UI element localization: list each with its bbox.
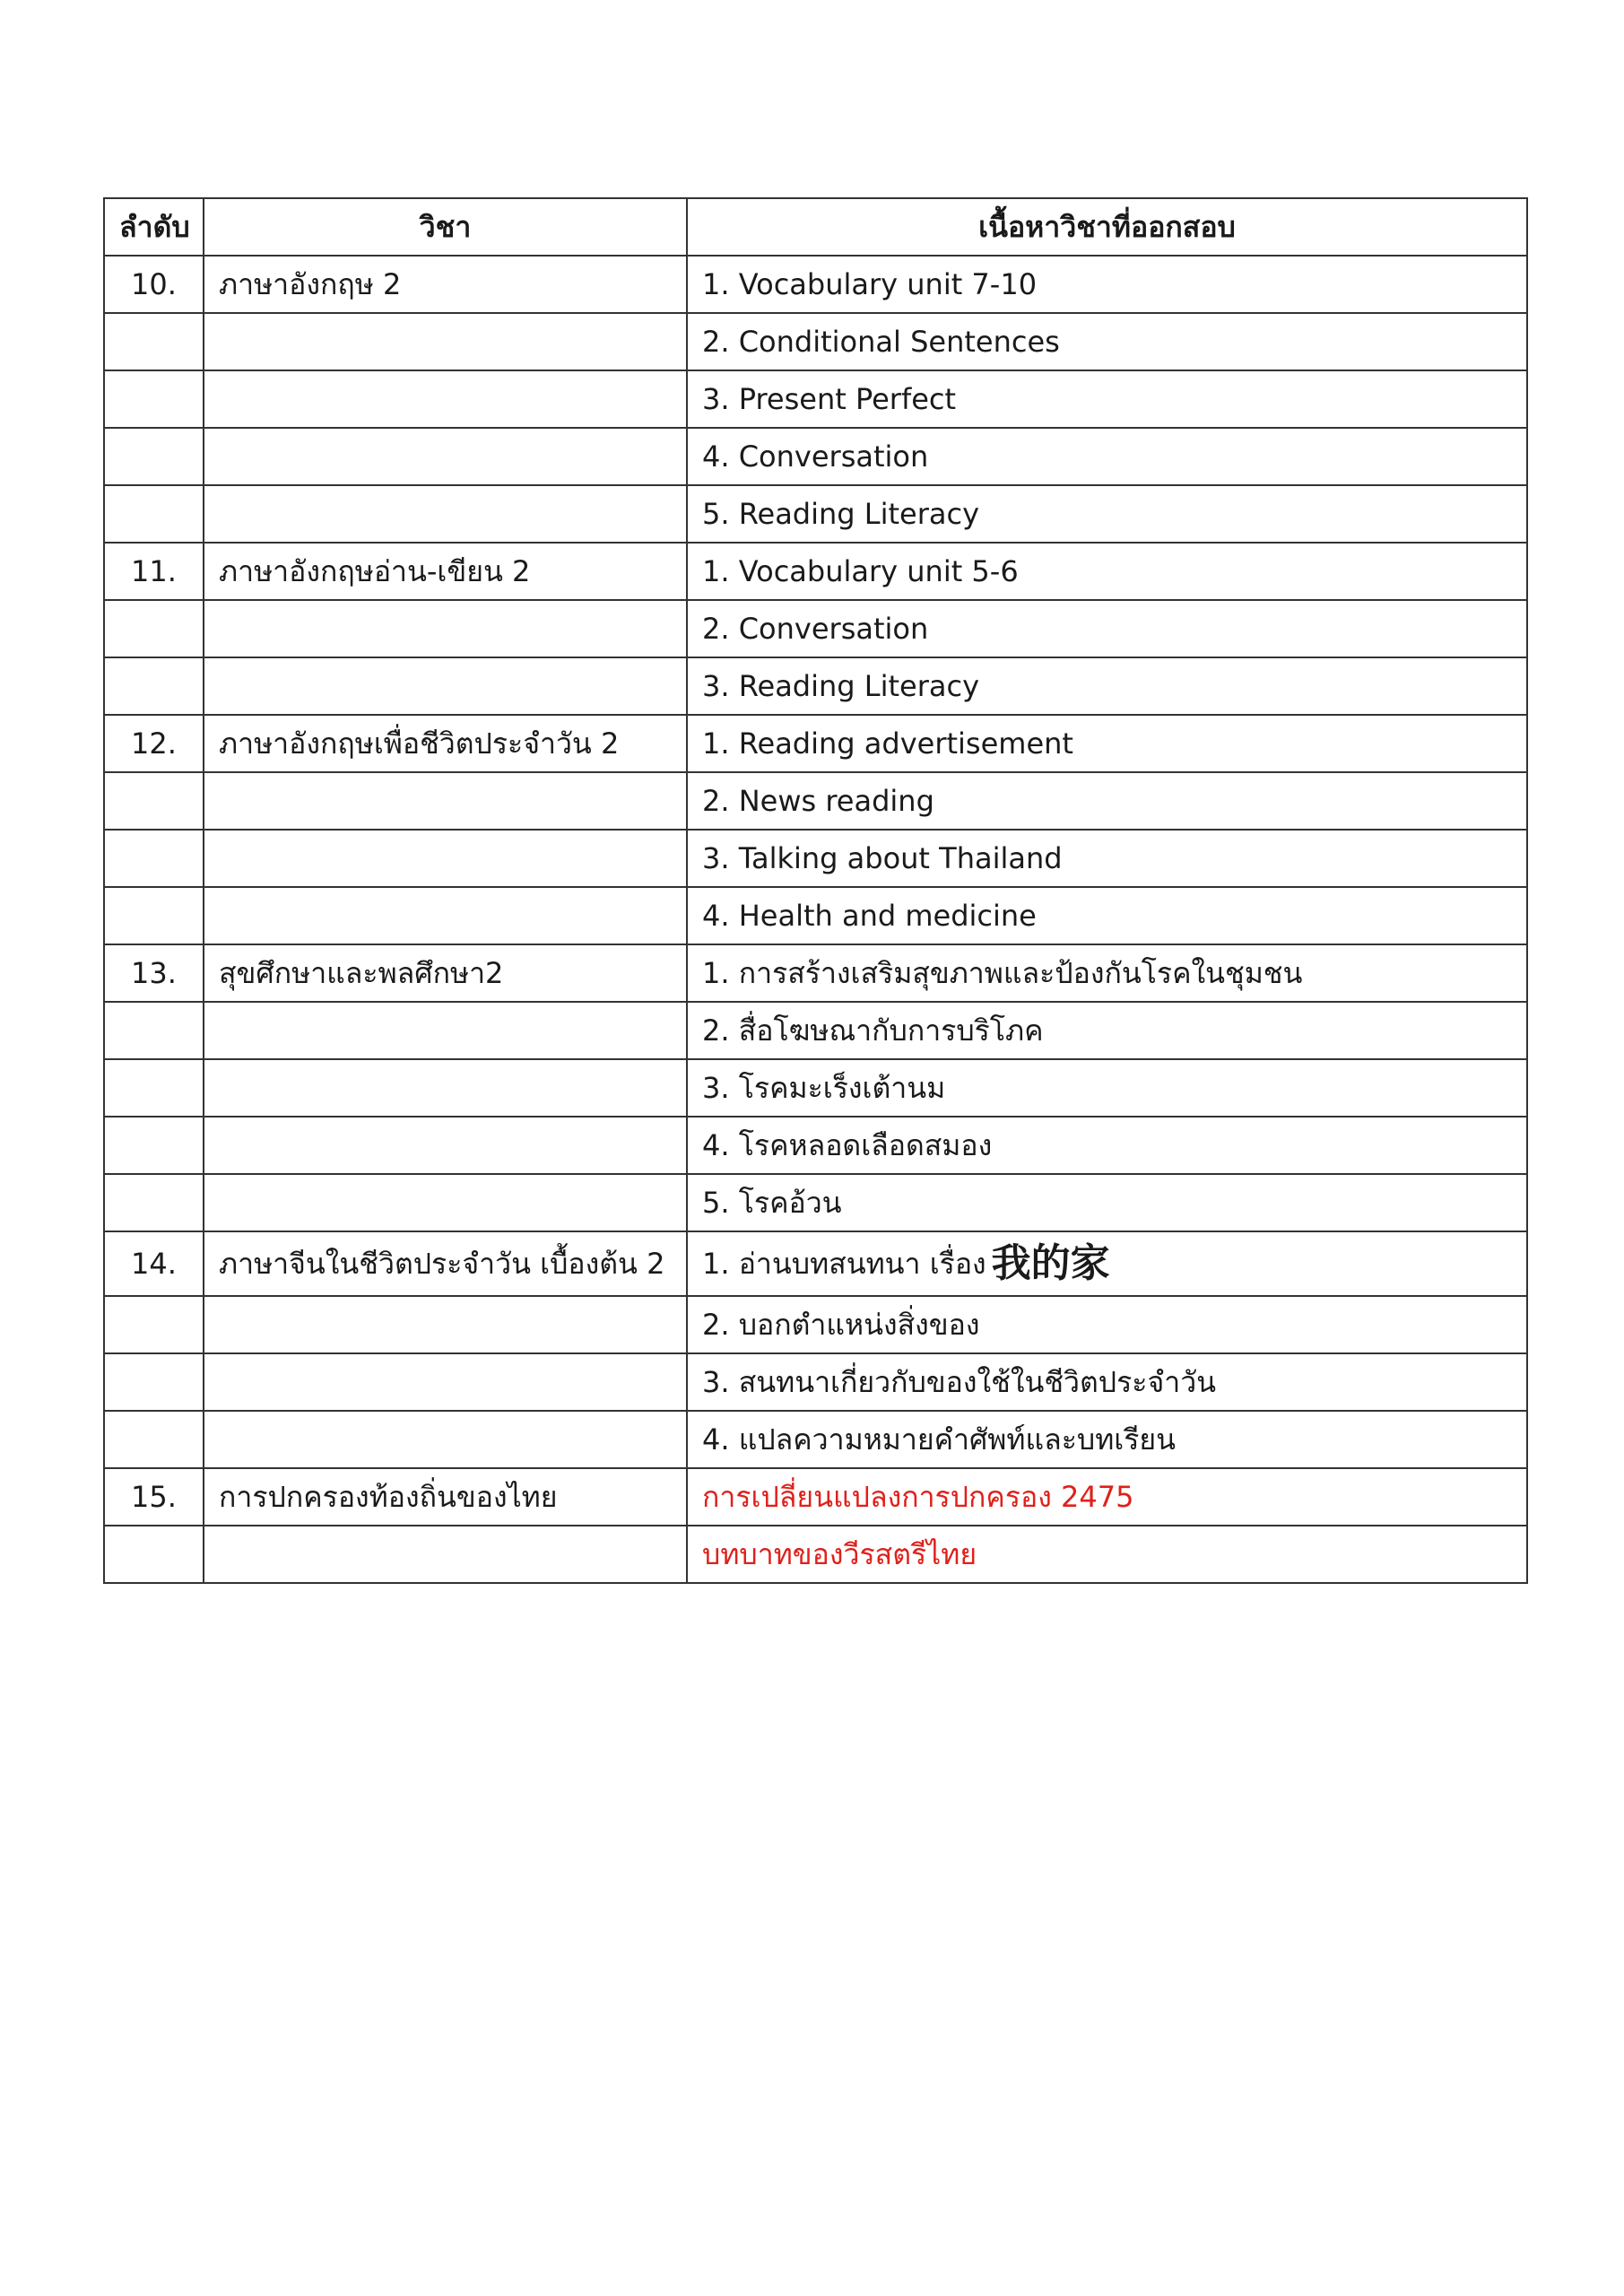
order-cell: [104, 1174, 204, 1231]
content-cell: 3. Talking about Thailand: [687, 830, 1527, 887]
subject-cell: [204, 1526, 687, 1583]
order-cell: [104, 1059, 204, 1117]
content-cell: 4. แปลความหมายคำศัพท์และบทเรียน: [687, 1411, 1527, 1468]
table-row: [104, 1117, 1527, 1174]
content-cell: 4. Health and medicine: [687, 887, 1527, 944]
table-row: [104, 772, 1527, 830]
subject-cell: [204, 1002, 687, 1059]
order-cell: [104, 485, 204, 543]
subject-cell: [204, 1411, 687, 1468]
content-cell: 5. Reading Literacy: [687, 485, 1527, 543]
content-cell: 3. Present Perfect: [687, 370, 1527, 428]
table-row: [104, 1296, 1527, 1353]
order-cell: [104, 772, 204, 830]
content-cell: 2. Conversation: [687, 600, 1527, 657]
content-text: 1. อ่านบทสนทนา เรื่อง: [702, 1247, 986, 1281]
content-cell: บทบาทของวีรสตรีไทย: [687, 1526, 1527, 1583]
table-row: [104, 1353, 1527, 1411]
order-cell: [104, 1296, 204, 1353]
header-order: ลำดับ: [104, 198, 204, 256]
subject-cell: [204, 1353, 687, 1411]
order-cell: 11.: [104, 543, 204, 600]
subject-cell: การปกครองท้องถิ่นของไทย: [204, 1468, 687, 1526]
table-row: [104, 830, 1527, 887]
table-row: [104, 428, 1527, 485]
order-cell: [104, 1117, 204, 1174]
content-cell: 3. Reading Literacy: [687, 657, 1527, 715]
subject-cell: [204, 370, 687, 428]
subject-cell: ภาษาอังกฤษเพื่อชีวิตประจำวัน 2: [204, 715, 687, 772]
table-header-row: [104, 198, 1527, 256]
subject-cell: [204, 1296, 687, 1353]
order-cell: [104, 1411, 204, 1468]
exam-content-table: [103, 197, 1528, 1584]
table-row: [104, 1002, 1527, 1059]
subject-cell: [204, 657, 687, 715]
content-cell: 2. Conditional Sentences: [687, 313, 1527, 370]
content-cell: 1. Vocabulary unit 5-6: [687, 543, 1527, 600]
table-row: [104, 543, 1527, 600]
content-cell: 2. สื่อโฆษณากับการบริโภค: [687, 1002, 1527, 1059]
subject-cell: [204, 772, 687, 830]
content-cell: 5. โรคอ้วน: [687, 1174, 1527, 1231]
table-row: [104, 313, 1527, 370]
content-cell: 4. โรคหลอดเลือดสมอง: [687, 1117, 1527, 1174]
subject-cell: [204, 313, 687, 370]
content-cell: 3. โรคมะเร็งเต้านม: [687, 1059, 1527, 1117]
table-row: [104, 485, 1527, 543]
subject-cell: [204, 485, 687, 543]
table-row: [104, 370, 1527, 428]
order-cell: [104, 1002, 204, 1059]
table-row: [104, 944, 1527, 1002]
subject-cell: สุขศึกษาและพลศึกษา2: [204, 944, 687, 1002]
order-cell: [104, 428, 204, 485]
content-cell: 1. การสร้างเสริมสุขภาพและป้องกันโรคในชุมชน: [687, 944, 1527, 1002]
order-cell: 15.: [104, 1468, 204, 1526]
order-cell: 12.: [104, 715, 204, 772]
subject-cell: [204, 1174, 687, 1231]
table-row: [104, 1059, 1527, 1117]
table-row: [104, 1468, 1527, 1526]
subject-cell: [204, 428, 687, 485]
order-cell: [104, 657, 204, 715]
content-cell: การเปลี่ยนแปลงการปกครอง 2475: [687, 1468, 1527, 1526]
subject-cell: [204, 887, 687, 944]
order-cell: 10.: [104, 256, 204, 313]
content-cell: [687, 1231, 1527, 1296]
table-row: [104, 1411, 1527, 1468]
subject-cell: ภาษาอังกฤษ 2: [204, 256, 687, 313]
subject-cell: [204, 1117, 687, 1174]
table-row: [104, 600, 1527, 657]
subject-cell: [204, 830, 687, 887]
content-cell: 1. Reading advertisement: [687, 715, 1527, 772]
table-row: [104, 1231, 1527, 1296]
subject-cell: [204, 600, 687, 657]
chinese-title-text: 我的家: [991, 1240, 1110, 1286]
header-content: เนื้อหาวิชาที่ออกสอบ: [687, 198, 1527, 256]
subject-cell: [204, 1059, 687, 1117]
header-subject: วิชา: [204, 198, 687, 256]
order-cell: [104, 887, 204, 944]
table-row: [104, 657, 1527, 715]
content-cell: 3. สนทนาเกี่ยวกับของใช้ในชีวิตประจำวัน: [687, 1353, 1527, 1411]
content-cell: 2. บอกตำแหน่งสิ่งของ: [687, 1296, 1527, 1353]
content-cell: 4. Conversation: [687, 428, 1527, 485]
order-cell: [104, 370, 204, 428]
content-cell: 2. News reading: [687, 772, 1527, 830]
content-cell: 1. Vocabulary unit 7-10: [687, 256, 1527, 313]
table-row: [104, 715, 1527, 772]
table-row: [104, 256, 1527, 313]
table-row: [104, 1526, 1527, 1583]
order-cell: 14.: [104, 1231, 204, 1296]
order-cell: [104, 1526, 204, 1583]
order-cell: [104, 830, 204, 887]
order-cell: [104, 313, 204, 370]
subject-cell: ภาษาจีนในชีวิตประจำวัน เบื้องต้น 2: [204, 1231, 687, 1296]
table-row: [104, 1174, 1527, 1231]
order-cell: 13.: [104, 944, 204, 1002]
order-cell: [104, 600, 204, 657]
table-row: [104, 887, 1527, 944]
order-cell: [104, 1353, 204, 1411]
subject-cell: ภาษาอังกฤษอ่าน-เขียน 2: [204, 543, 687, 600]
